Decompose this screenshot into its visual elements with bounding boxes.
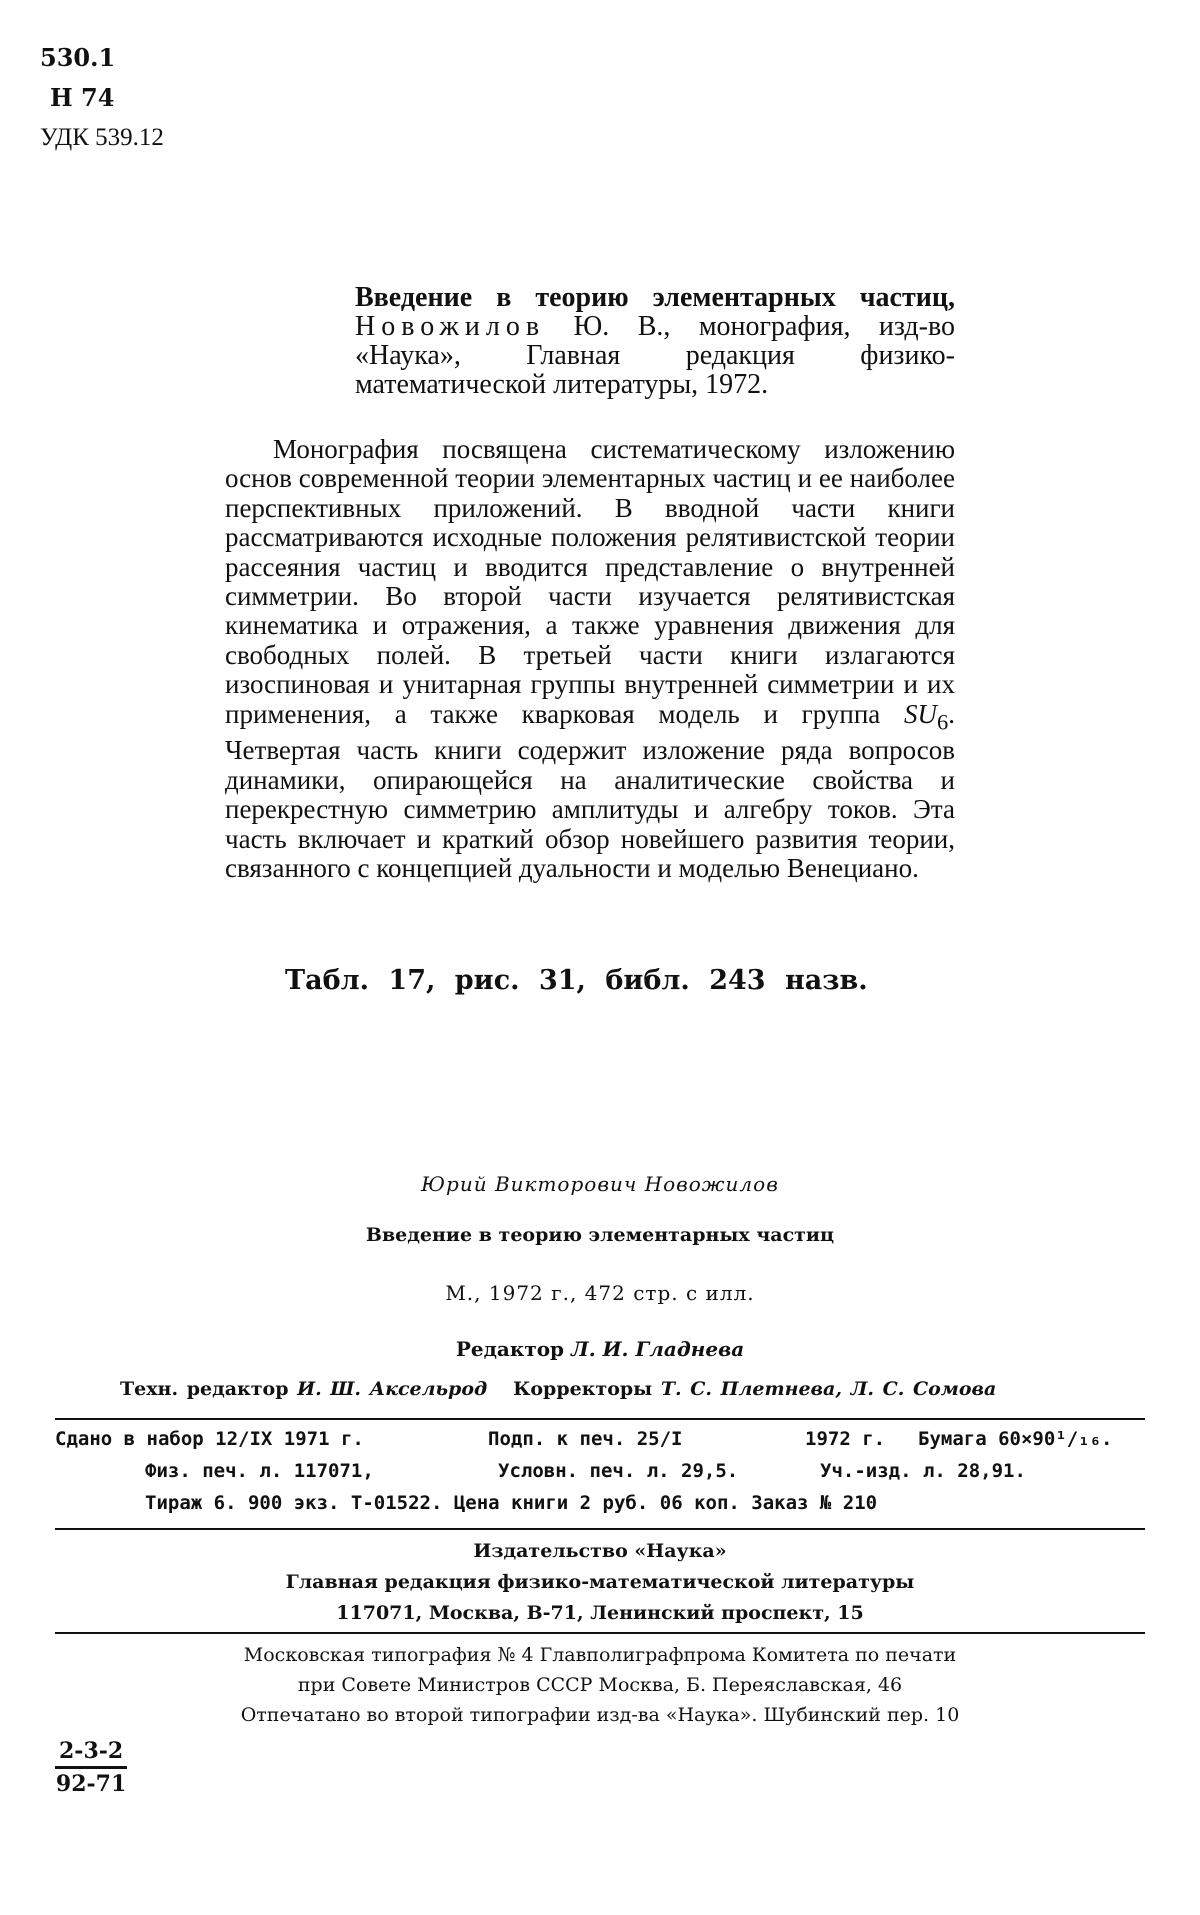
udc-code: УДК 539.12 [40,124,164,151]
print-run-price-order: Тираж 6. 900 экз. Т-01522. Цена книги 2 руб. 06 коп. Заказ № 210 [145,1492,878,1514]
correctors-label: Корректоры [513,1378,653,1400]
bibliographic-annotation [355,283,955,399]
publisher-address: 117071, Москва, В-71, Ленинский проспект, 15 [336,1602,864,1624]
tech-editor-name: И. Ш. Аксельрод [297,1378,488,1400]
abstract-text-part2: . Четвертая часть книги содержит изложение ряда вопросов динамики, опирающейся на аналитические свойства и перекрестную симметрию амплитуды и алгебру токов. Эта часть включает и краткий обзор новейшего развития теории, связанного с концепцией дуальности и моделью Венециано. [225,698,955,884]
print-conv-sheets: Условн. печ. л. 29,5. [498,1460,739,1482]
print-paper: Бумага 60×90¹/₁₆. [918,1428,1113,1450]
printer-line-3: Отпечатано во второй типографии изд-ва «Наука». Шубинский пер. 10 [240,1704,960,1726]
printer-line-2: при Совете Министров СССР Москва, Б. Переяславская, 46 [297,1674,903,1696]
print-date-set: Сдано в набор 12/IX 1971 г. [55,1428,364,1450]
index-code-denominator: 92-71 [55,1771,127,1797]
classification-codes [40,38,164,158]
annotation-details: Ю. В., монография, изд-во «Наука», Главная редакция физико-математической литературы, 1972. [355,311,956,400]
abstract [225,435,955,883]
bbk-code: 530.1 [40,43,116,72]
su-symbol: SU [904,698,937,729]
imprint-publication: М., 1972 г., 472 стр. с илл. [445,1281,755,1305]
editor-label: Редактор [455,1337,565,1361]
author-mark: Н 74 [50,83,115,112]
tables-figures-count: Табл. 17, рис. 31, библ. 243 назв. [285,965,868,996]
print-sheets: Физ. печ. л. 117071, [145,1460,374,1482]
divider-rule [55,1528,1145,1530]
divider-rule [55,1632,1145,1634]
publisher-name: Издательство «Наука» [473,1540,727,1562]
divider-rule [55,1418,1145,1420]
tech-editor-label: Техн. редактор [120,1378,289,1400]
imprint-author: Юрий Викторович Новожилов [421,1172,779,1196]
print-date-signed: Подп. к печ. 25/I [488,1428,683,1450]
editor-name: Л. И. Гладнева [571,1337,745,1361]
publisher-division: Главная редакция физико-математической литературы [285,1571,915,1593]
printer-block [0,1640,1200,1730]
annotation-title: Введение в теорию элементарных частиц, [355,282,955,313]
annotation-author: Новожилов [355,311,546,342]
imprint-title: Введение в теорию элементарных частиц [365,1224,835,1246]
correctors-names: Т. С. Плетнева, Л. С. Сомова [660,1378,997,1400]
index-code-numerator: 2-3-2 [55,1738,127,1769]
printer-line-1: Московская типография № 4 Главполиграфпрома Комитета по печати [243,1644,957,1666]
imprint-editor [0,1337,1200,1361]
print-pub-sheets: Уч.-изд. л. 28,91. [820,1460,1026,1482]
imprint-staff [120,1378,996,1400]
abstract-text-part1: Монография посвящена систематическому изложению основ современной теории элементарных частиц и ее наиболее перспективных приложений. В вводной части книги рассматриваются исходные положения релятивистской теории рассеяния частиц и вводится представление о внутренней симметрии. Во второй части изучается релятивистская кинематика и отражения, а также уравнения движения для свободных полей. В третьей части книги излагаются изоспиновая и унитарная группы внутренней симметрии и их применения, а также кварковая модель и группа [225,434,955,729]
print-year: 1972 г. [805,1428,886,1450]
index-code [55,1738,127,1797]
publisher-block [0,1536,1200,1629]
su-subscript: 6 [937,709,949,735]
